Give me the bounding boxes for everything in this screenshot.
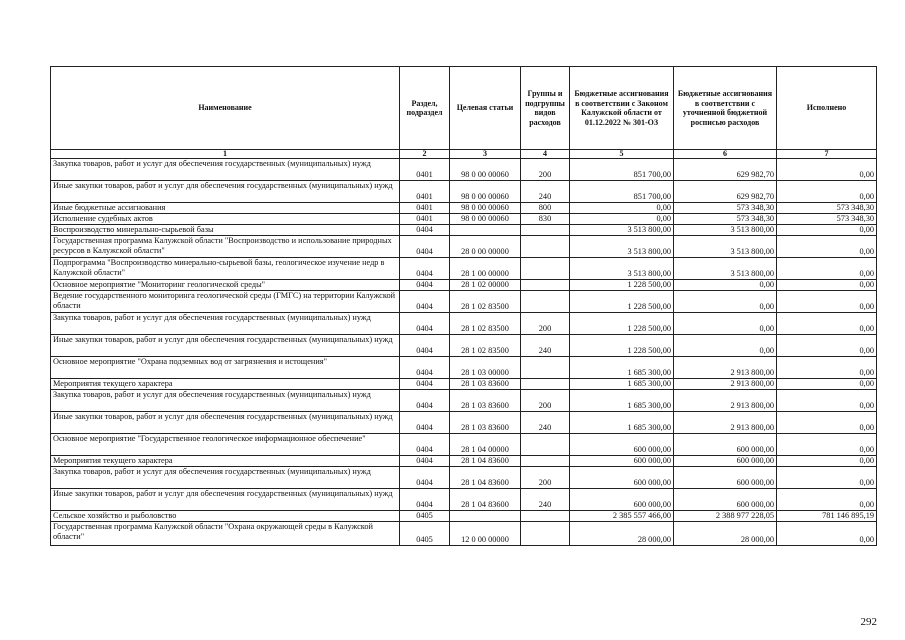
row-target: 28 1 04 00000: [450, 434, 521, 456]
row-name: Воспроизводство минерально-сырьевой базы: [51, 225, 400, 236]
row-target: 28 1 00 00000: [450, 258, 521, 280]
row-target: 28 1 02 83500: [450, 313, 521, 335]
row-assign-refined: 573 348,30: [674, 203, 777, 214]
row-executed: 0,00: [777, 236, 877, 258]
row-target: 28 1 04 83600: [450, 467, 521, 489]
row-assign-refined: 573 348,30: [674, 214, 777, 225]
row-assign-law: 2 385 557 466,00: [570, 511, 674, 522]
row-executed: 0,00: [777, 280, 877, 291]
row-name: Мероприятия текущего характера: [51, 456, 400, 467]
header-assign-refined: Бюджетные ассигнования в соответствии с уточненной бюджетной росписью расходов: [674, 67, 777, 150]
column-number-row: [51, 150, 877, 159]
table-row: [51, 291, 877, 313]
row-section: 0404: [400, 434, 450, 456]
row-assign-refined: 3 513 800,00: [674, 225, 777, 236]
row-target: 98 0 00 00060: [450, 181, 521, 203]
row-group: 830: [521, 214, 570, 225]
row-section: 0404: [400, 291, 450, 313]
column-number: 5: [570, 150, 674, 159]
row-target: 28 1 03 83600: [450, 412, 521, 434]
row-name: Закупка товаров, работ и услуг для обеспечения государственных (муниципальных) нужд: [51, 467, 400, 489]
table-row: [51, 203, 877, 214]
row-section: 0404: [400, 280, 450, 291]
page-number: 292: [860, 616, 877, 628]
row-executed: 0,00: [777, 258, 877, 280]
row-group: [521, 434, 570, 456]
row-assign-law: 851 700,00: [570, 159, 674, 181]
row-assign-law: 600 000,00: [570, 456, 674, 467]
row-executed: 0,00: [777, 225, 877, 236]
row-target: 28 1 03 83600: [450, 379, 521, 390]
table-row: [51, 181, 877, 203]
row-name: Государственная программа Калужской области "Охрана окружающей среды в Калужской области": [51, 522, 400, 546]
row-section: 0404: [400, 379, 450, 390]
table-row: [51, 390, 877, 412]
row-group: 200: [521, 313, 570, 335]
row-assign-refined: 28 000,00: [674, 522, 777, 546]
row-assign-law: 1 228 500,00: [570, 291, 674, 313]
row-name: Основное мероприятие "Охрана подземных вод от загрязнения и истощения": [51, 357, 400, 379]
column-number: 6: [674, 150, 777, 159]
row-assign-refined: 629 982,70: [674, 159, 777, 181]
row-section: 0404: [400, 467, 450, 489]
row-assign-refined: 2 388 977 228,05: [674, 511, 777, 522]
row-target: 98 0 00 00060: [450, 159, 521, 181]
row-assign-law: 3 513 800,00: [570, 225, 674, 236]
row-group: 800: [521, 203, 570, 214]
header-assign-law: Бюджетные ассигнования в соответствии с Законом Калужской области от 01.12.2022 № 301-ОЗ: [570, 67, 674, 150]
row-group: [521, 280, 570, 291]
table-row: [51, 522, 877, 546]
row-target: [450, 225, 521, 236]
row-assign-law: 28 000,00: [570, 522, 674, 546]
table-row: [51, 489, 877, 511]
budget-table: [50, 66, 877, 546]
row-section: 0404: [400, 236, 450, 258]
row-assign-law: 1 228 500,00: [570, 280, 674, 291]
row-assign-law: 1 685 300,00: [570, 379, 674, 390]
row-assign-refined: 629 982,70: [674, 181, 777, 203]
row-target: 28 1 02 00000: [450, 280, 521, 291]
row-assign-refined: 2 913 800,00: [674, 379, 777, 390]
row-target: 12 0 00 00000: [450, 522, 521, 546]
table-row: [51, 214, 877, 225]
row-assign-law: 1 228 500,00: [570, 313, 674, 335]
row-section: 0401: [400, 203, 450, 214]
header-executed: Исполнено: [777, 67, 877, 150]
row-assign-law: 3 513 800,00: [570, 236, 674, 258]
row-section: 0404: [400, 390, 450, 412]
row-assign-law: 0,00: [570, 214, 674, 225]
row-name: Иные закупки товаров, работ и услуг для обеспечения государственных (муниципальных) нужд: [51, 335, 400, 357]
table-row: [51, 467, 877, 489]
row-target: 28 1 04 83600: [450, 489, 521, 511]
row-target: 28 0 00 00000: [450, 236, 521, 258]
row-name: Закупка товаров, работ и услуг для обеспечения государственных (муниципальных) нужд: [51, 390, 400, 412]
row-executed: 573 348,30: [777, 214, 877, 225]
row-name: Иные бюджетные ассигнования: [51, 203, 400, 214]
table-row: [51, 236, 877, 258]
row-executed: 0,00: [777, 181, 877, 203]
row-executed: 0,00: [777, 357, 877, 379]
row-group: 240: [521, 412, 570, 434]
row-assign-refined: 2 913 800,00: [674, 390, 777, 412]
table-row: [51, 258, 877, 280]
row-executed: 0,00: [777, 467, 877, 489]
column-number: 4: [521, 150, 570, 159]
column-number: 3: [450, 150, 521, 159]
row-assign-refined: 600 000,00: [674, 489, 777, 511]
row-target: 28 1 02 83500: [450, 291, 521, 313]
row-name: Государственная программа Калужской области "Воспроизводство и использование природных ресурсов в Калужской области": [51, 236, 400, 258]
table-row: [51, 412, 877, 434]
row-executed: 0,00: [777, 522, 877, 546]
row-assign-law: 1 685 300,00: [570, 390, 674, 412]
row-assign-refined: 0,00: [674, 291, 777, 313]
row-assign-refined: 0,00: [674, 313, 777, 335]
row-group: 240: [521, 489, 570, 511]
row-section: 0401: [400, 181, 450, 203]
table-row: [51, 434, 877, 456]
column-number: 7: [777, 150, 877, 159]
row-group: 200: [521, 159, 570, 181]
row-assign-refined: 600 000,00: [674, 467, 777, 489]
row-section: 0404: [400, 489, 450, 511]
row-group: [521, 522, 570, 546]
row-assign-refined: 2 913 800,00: [674, 412, 777, 434]
row-group: [521, 511, 570, 522]
column-number: 1: [51, 150, 400, 159]
row-group: 200: [521, 390, 570, 412]
row-target: [450, 511, 521, 522]
row-assign-refined: 2 913 800,00: [674, 357, 777, 379]
row-assign-law: 1 685 300,00: [570, 412, 674, 434]
row-assign-refined: 0,00: [674, 280, 777, 291]
row-executed: 0,00: [777, 390, 877, 412]
row-assign-refined: 600 000,00: [674, 456, 777, 467]
row-name: Иные закупки товаров, работ и услуг для обеспечения государственных (муниципальных) нужд: [51, 412, 400, 434]
table-row: [51, 313, 877, 335]
row-target: 98 0 00 00060: [450, 214, 521, 225]
row-section: 0404: [400, 313, 450, 335]
row-section: 0401: [400, 159, 450, 181]
row-target: 28 1 02 83500: [450, 335, 521, 357]
row-executed: 0,00: [777, 313, 877, 335]
row-group: 240: [521, 335, 570, 357]
row-assign-refined: 0,00: [674, 335, 777, 357]
row-assign-law: 0,00: [570, 203, 674, 214]
row-target: 28 1 03 83600: [450, 390, 521, 412]
row-executed: 0,00: [777, 159, 877, 181]
row-section: 0405: [400, 511, 450, 522]
row-assign-law: 600 000,00: [570, 489, 674, 511]
table-row: [51, 280, 877, 291]
column-number: 2: [400, 150, 450, 159]
row-section: 0401: [400, 214, 450, 225]
row-group: [521, 258, 570, 280]
row-name: Иные закупки товаров, работ и услуг для обеспечения государственных (муниципальных) нужд: [51, 181, 400, 203]
row-name: Иные закупки товаров, работ и услуг для обеспечения государственных (муниципальных) нужд: [51, 489, 400, 511]
row-executed: 573 348,30: [777, 203, 877, 214]
row-group: 200: [521, 467, 570, 489]
row-assign-law: 851 700,00: [570, 181, 674, 203]
row-group: [521, 357, 570, 379]
header-name: Наименование: [51, 67, 400, 150]
row-section: 0405: [400, 522, 450, 546]
table-row: [51, 225, 877, 236]
row-assign-refined: 600 000,00: [674, 434, 777, 456]
row-group: [521, 236, 570, 258]
row-assign-law: 600 000,00: [570, 434, 674, 456]
table-row: [51, 335, 877, 357]
row-executed: 0,00: [777, 379, 877, 390]
row-executed: 0,00: [777, 335, 877, 357]
row-executed: 781 146 895,19: [777, 511, 877, 522]
row-executed: 0,00: [777, 456, 877, 467]
row-group: [521, 456, 570, 467]
row-name: Основное мероприятие "Мониторинг геологической среды": [51, 280, 400, 291]
row-section: 0404: [400, 357, 450, 379]
table-body: [51, 159, 877, 546]
row-section: 0404: [400, 225, 450, 236]
header-group: Группы и подгруппы видов расходов: [521, 67, 570, 150]
row-name: Исполнение судебных актов: [51, 214, 400, 225]
row-group: [521, 225, 570, 236]
row-group: [521, 291, 570, 313]
row-name: Подпрограмма "Воспроизводство минерально-сырьевой базы, геологическое изучение недр в Калужской области": [51, 258, 400, 280]
row-section: 0404: [400, 335, 450, 357]
row-group: [521, 379, 570, 390]
table-row: [51, 159, 877, 181]
row-name: Закупка товаров, работ и услуг для обеспечения государственных (муниципальных) нужд: [51, 313, 400, 335]
header-section: Раздел, подраздел: [400, 67, 450, 150]
row-target: 28 1 04 83600: [450, 456, 521, 467]
row-assign-refined: 3 513 800,00: [674, 236, 777, 258]
header-target: Целевая статьи: [450, 67, 521, 150]
row-executed: 0,00: [777, 412, 877, 434]
row-name: Сельское хозяйство и рыболовство: [51, 511, 400, 522]
row-section: 0404: [400, 258, 450, 280]
row-name: Закупка товаров, работ и услуг для обеспечения государственных (муниципальных) нужд: [51, 159, 400, 181]
row-assign-refined: 3 513 800,00: [674, 258, 777, 280]
row-executed: 0,00: [777, 489, 877, 511]
row-name: Мероприятия текущего характера: [51, 379, 400, 390]
row-target: 28 1 03 00000: [450, 357, 521, 379]
table-row: [51, 456, 877, 467]
row-name: Основное мероприятие "Государственное геологическое информационное обеспечение": [51, 434, 400, 456]
row-name: Ведение государственного мониторинга геологической среды (ГМГС) на территории Калужской области: [51, 291, 400, 313]
row-target: 98 0 00 00060: [450, 203, 521, 214]
row-assign-law: 1 685 300,00: [570, 357, 674, 379]
row-section: 0404: [400, 456, 450, 467]
row-assign-law: 600 000,00: [570, 467, 674, 489]
table-row: [51, 511, 877, 522]
row-group: 240: [521, 181, 570, 203]
row-assign-law: 3 513 800,00: [570, 258, 674, 280]
table-row: [51, 357, 877, 379]
row-executed: 0,00: [777, 291, 877, 313]
row-section: 0404: [400, 412, 450, 434]
row-assign-law: 1 228 500,00: [570, 335, 674, 357]
row-executed: 0,00: [777, 434, 877, 456]
table-row: [51, 379, 877, 390]
